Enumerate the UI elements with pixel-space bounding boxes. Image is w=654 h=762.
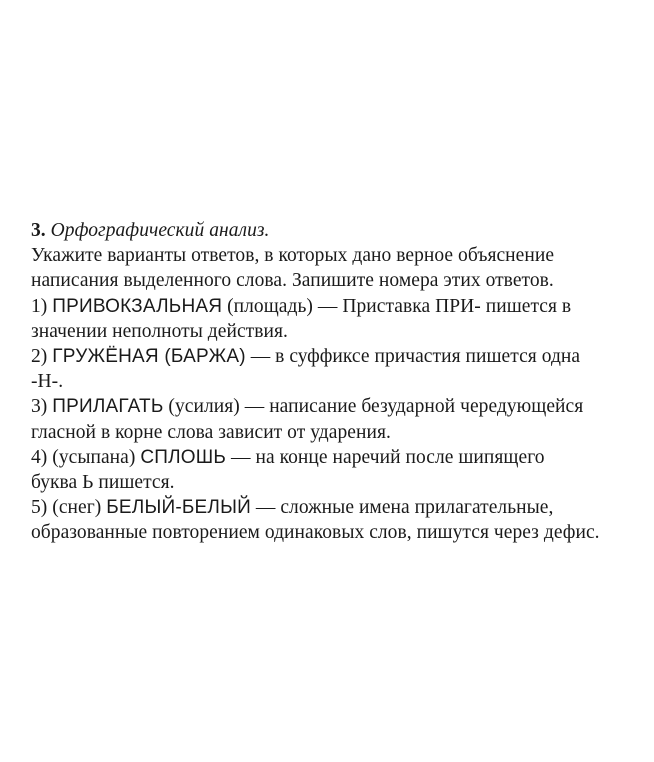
task-block [31,218,654,546]
option-explanation: — сложные имена прилагательные, [250,497,554,519]
option-1-continuation: значении неполноты действия. [31,320,288,342]
highlighted-word: БЕЛЫЙ-БЕЛЫЙ [106,497,251,519]
instruction-line-2: написания выделенного слова. Запишите номера этих ответов. [31,270,554,292]
option-3-continuation: гласной в корне слова зависит от ударения. [31,421,391,443]
option-prefix: (усыпана) [52,446,141,468]
option-number: 1) [31,295,48,317]
option-4-continuation: буква Ь пишется. [31,472,175,494]
option-4 [31,445,654,470]
option-5 [31,495,654,520]
task-heading [31,218,654,243]
option-prefix: (снег) [52,497,107,519]
task-number: 3. [31,220,46,241]
highlighted-word: ГРУЖЁНАЯ (БАРЖА) [52,346,246,368]
option-explanation: (площадь) — Приставка ПРИ- пишется в [222,295,572,317]
option-2-continuation: -Н-. [31,371,64,393]
option-5-continuation: образованные повторением одинаковых слов, пишутся через дефис. [31,522,600,544]
option-explanation: (усилия) — написание безударной чередующейся [163,396,584,418]
option-3 [31,394,654,419]
option-number: 5) [31,497,48,519]
option-explanation: — в суффиксе причастия пишется одна [245,346,581,368]
option-explanation: — на конце наречий после шипящего [226,446,545,468]
highlighted-word: ПРИЛАГАТЬ [52,396,164,418]
option-2 [31,344,654,369]
option-number: 2) [31,346,48,368]
option-number: 3) [31,396,48,418]
option-number: 4) [31,446,48,468]
highlighted-word: ПРИВОКЗАЛЬНАЯ [52,295,223,317]
option-1 [31,294,654,319]
highlighted-word: СПЛОШЬ [140,446,227,468]
task-title: Орфографический анализ. [50,220,270,241]
instruction-line-1: Укажите варианты ответов, в которых дано верное объяснение [31,245,555,267]
